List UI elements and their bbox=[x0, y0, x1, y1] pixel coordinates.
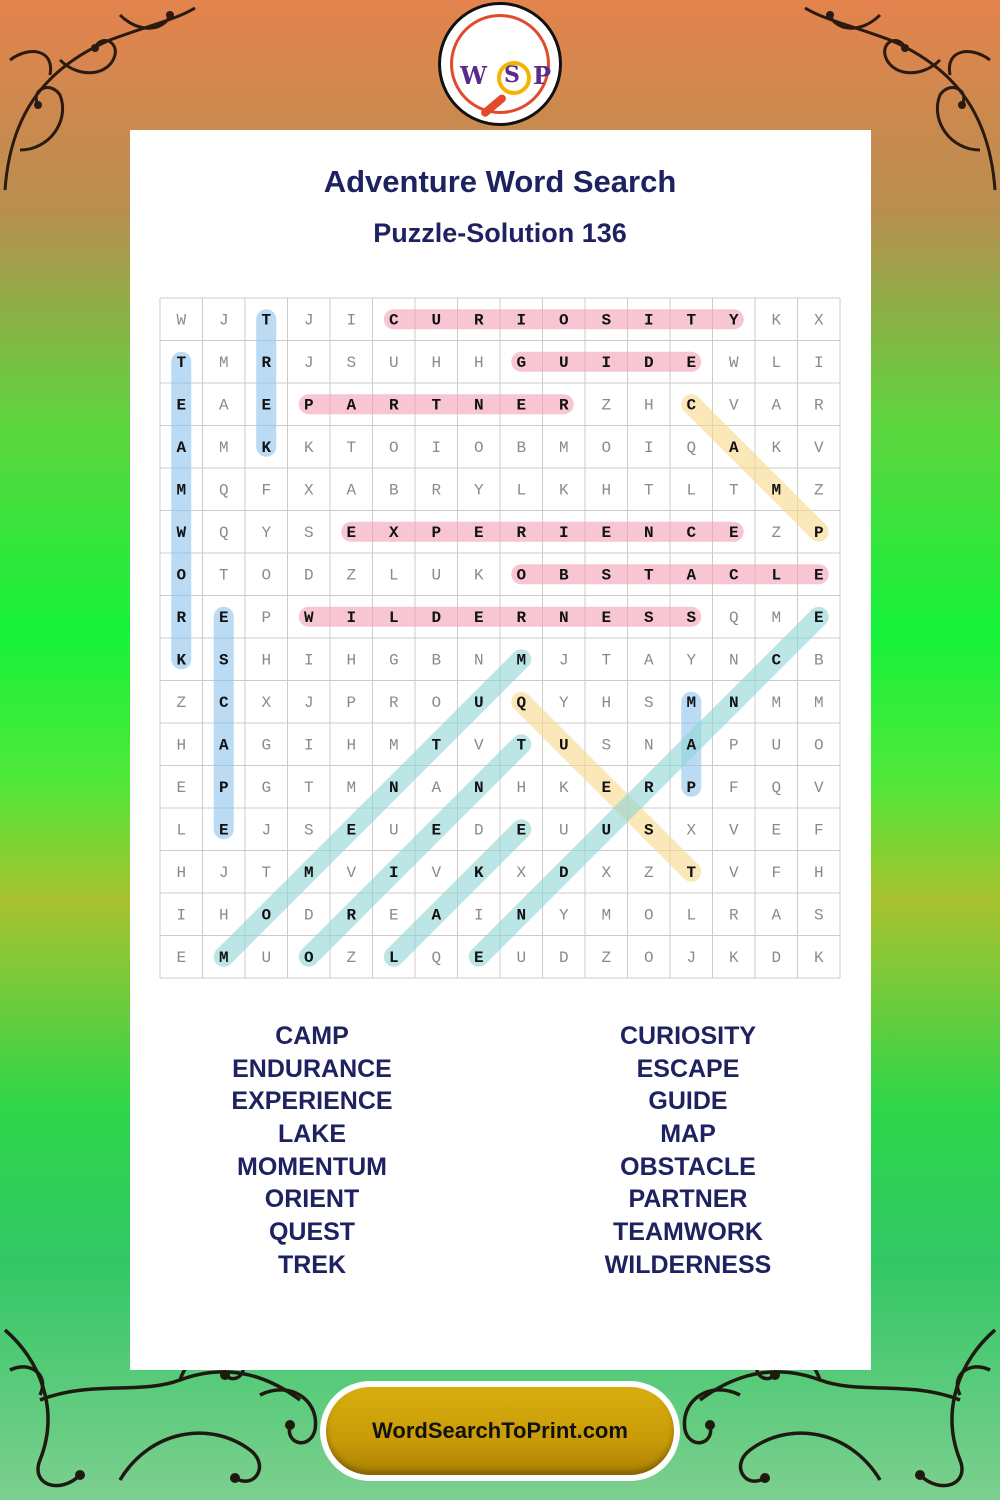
grid-cell-letter: Q bbox=[771, 778, 782, 797]
grid-cell-letter: M bbox=[601, 906, 612, 925]
grid-cell-letter: W bbox=[728, 353, 739, 372]
word-list-item: GUIDE bbox=[648, 1087, 728, 1116]
grid-cell-letter: A bbox=[728, 438, 739, 457]
grid-cell-letter: R bbox=[388, 693, 399, 712]
grid-cell-letter: Y bbox=[558, 693, 569, 712]
grid-cell-letter: G bbox=[261, 736, 272, 755]
grid-cell-letter: I bbox=[601, 353, 612, 372]
grid-cell-letter: H bbox=[643, 396, 654, 415]
grid-cell-letter: O bbox=[558, 311, 569, 330]
website-label[interactable]: WordSearchToPrint.com bbox=[326, 1387, 674, 1475]
grid-cell-letter: U bbox=[558, 353, 569, 372]
grid-cell-letter: E bbox=[473, 948, 484, 967]
logo-letter-s: S bbox=[504, 62, 520, 88]
grid-cell-letter: N bbox=[473, 396, 484, 415]
grid-cell-letter: X bbox=[303, 481, 314, 500]
grid-cell-letter: Y bbox=[686, 651, 697, 670]
grid-cell-letter: V bbox=[728, 396, 739, 415]
grid-cell-letter: A bbox=[346, 396, 357, 415]
grid-cell-letter: A bbox=[686, 736, 697, 755]
grid-cell-letter: U bbox=[431, 311, 442, 330]
grid-cell-letter: E bbox=[601, 608, 612, 627]
grid-cell-letter: O bbox=[431, 693, 442, 712]
grid-cell-letter: Z bbox=[601, 948, 612, 967]
grid-cell-letter: Z bbox=[346, 948, 357, 967]
word-list-item: LAKE bbox=[277, 1120, 347, 1149]
grid-cell-letter: Y bbox=[728, 311, 739, 330]
grid-cell-letter: B bbox=[813, 651, 824, 670]
grid-cell-letter: K bbox=[303, 438, 314, 457]
grid-cell-letter: T bbox=[176, 353, 187, 372]
grid-cell-letter: D bbox=[303, 566, 314, 585]
grid-cell-letter: K bbox=[558, 481, 569, 500]
grid-cell-letter: B bbox=[431, 651, 442, 670]
grid-cell-letter: S bbox=[643, 693, 654, 712]
grid-cell-letter: M bbox=[218, 353, 229, 372]
grid-cell-letter: Z bbox=[813, 481, 824, 500]
grid-cell-letter: H bbox=[431, 353, 442, 372]
grid-cell-letter: V bbox=[346, 863, 357, 882]
grid-cell-letter: I bbox=[813, 353, 824, 372]
grid-cell-letter: X bbox=[388, 523, 399, 542]
grid-cell-letter: I bbox=[558, 523, 569, 542]
grid-cell-letter: E bbox=[176, 948, 187, 967]
grid-cell-letter: K bbox=[728, 948, 739, 967]
grid-cell-letter: R bbox=[388, 396, 399, 415]
grid-cell-letter: K bbox=[176, 651, 187, 670]
grid-cell-letter: D bbox=[558, 863, 569, 882]
grid-cell-letter: P bbox=[813, 523, 824, 542]
grid-cell-letter: M bbox=[771, 608, 782, 627]
grid-cell-letter: E bbox=[176, 778, 187, 797]
grid-cell-letter: M bbox=[686, 693, 697, 712]
grid-cell-letter: S bbox=[218, 651, 229, 670]
grid-cell-letter: R bbox=[516, 523, 527, 542]
grid-cell-letter: L bbox=[388, 566, 399, 585]
word-list-item: MAP bbox=[660, 1120, 716, 1149]
grid-cell-letter: R bbox=[643, 778, 654, 797]
grid-cell-letter: Q bbox=[218, 481, 229, 500]
grid-cell-letter: A bbox=[431, 906, 442, 925]
grid-cell-letter: K bbox=[473, 566, 484, 585]
grid-cell-letter: O bbox=[388, 438, 399, 457]
grid-cell-letter: O bbox=[176, 566, 187, 585]
grid-cell-letter: Q bbox=[218, 523, 229, 542]
grid-cell-letter: R bbox=[813, 396, 824, 415]
grid-cell-letter: X bbox=[516, 863, 527, 882]
grid-cell-letter: I bbox=[303, 651, 314, 670]
word-list-right bbox=[538, 1020, 838, 1282]
grid-cell-letter: H bbox=[601, 693, 612, 712]
grid-cell-letter: M bbox=[218, 438, 229, 457]
word-list-item: TEAMWORK bbox=[613, 1218, 763, 1247]
grid-cell-letter: X bbox=[261, 693, 272, 712]
grid-cell-letter: C bbox=[728, 566, 739, 585]
grid-cell-letter: S bbox=[601, 566, 612, 585]
grid-cell-letter: E bbox=[771, 821, 782, 840]
grid-cell-letter: V bbox=[728, 863, 739, 882]
grid-cell-letter: S bbox=[643, 608, 654, 627]
grid-cell-letter: T bbox=[728, 481, 739, 500]
grid-cell-letter: T bbox=[261, 863, 272, 882]
grid-cell-letter: U bbox=[261, 948, 272, 967]
grid-cell-letter: T bbox=[261, 311, 272, 330]
grid-cell-letter: H bbox=[346, 736, 357, 755]
grid-cell-letter: M bbox=[388, 736, 399, 755]
grid-cell-letter: S bbox=[686, 608, 697, 627]
logo-letter-p: P bbox=[533, 61, 552, 90]
grid-cell-letter: E bbox=[686, 353, 697, 372]
grid-cell-letter: A bbox=[218, 396, 229, 415]
grid-cell-letter: A bbox=[218, 736, 229, 755]
grid-cell-letter: T bbox=[516, 736, 527, 755]
grid-cell-letter: R bbox=[728, 906, 739, 925]
grid-cell-letter: T bbox=[346, 438, 357, 457]
grid-cell-letter: T bbox=[431, 736, 442, 755]
grid-cell-letter: O bbox=[601, 438, 612, 457]
grid-cell-letter: A bbox=[643, 651, 654, 670]
grid-cell-letter: O bbox=[516, 566, 527, 585]
grid-cell-letter: Q bbox=[431, 948, 442, 967]
grid-cell-letter: C bbox=[388, 311, 399, 330]
grid-cell-letter: H bbox=[601, 481, 612, 500]
grid-cell-letter: R bbox=[261, 353, 272, 372]
grid-cell-letter: I bbox=[473, 906, 484, 925]
grid-cell-letter: I bbox=[431, 438, 442, 457]
grid-cell-letter: D bbox=[558, 948, 569, 967]
grid-cell-letter: V bbox=[813, 438, 824, 457]
grid-cell-letter: W bbox=[176, 311, 187, 330]
grid-cell-letter: H bbox=[516, 778, 527, 797]
grid-cell-letter: L bbox=[388, 948, 399, 967]
grid-cell-letter: Z bbox=[176, 693, 187, 712]
grid-cell-letter: T bbox=[218, 566, 229, 585]
grid-cell-letter: O bbox=[261, 906, 272, 925]
word-list-item: CAMP bbox=[275, 1022, 349, 1050]
grid-cell-letter: A bbox=[686, 566, 697, 585]
grid-cell-letter: P bbox=[431, 523, 442, 542]
grid-cell-letter: U bbox=[388, 821, 399, 840]
grid-cell-letter: E bbox=[261, 396, 272, 415]
grid-cell-letter: K bbox=[473, 863, 484, 882]
grid-cell-letter: X bbox=[813, 311, 824, 330]
grid-cell-letter: U bbox=[771, 736, 782, 755]
grid-cell-letter: L bbox=[771, 566, 782, 585]
grid-cell-letter: M bbox=[176, 481, 187, 500]
grid-cell-letter: E bbox=[601, 778, 612, 797]
grid-cell-letter: B bbox=[558, 566, 569, 585]
grid-cell-letter: L bbox=[516, 481, 527, 500]
grid-cell-letter: K bbox=[771, 438, 782, 457]
grid-cell-letter: E bbox=[346, 523, 357, 542]
grid-cell-letter: I bbox=[346, 608, 357, 627]
grid-cell-letter: H bbox=[176, 863, 187, 882]
word-list-item: OBSTACLE bbox=[620, 1152, 756, 1181]
grid-cell-letter: U bbox=[601, 821, 612, 840]
grid-cell-letter: W bbox=[303, 608, 314, 627]
grid-cell-letter: L bbox=[686, 906, 697, 925]
grid-cell-letter: O bbox=[261, 566, 272, 585]
grid-cell-letter: C bbox=[771, 651, 782, 670]
grid-cell-letter: Q bbox=[516, 693, 527, 712]
grid-cell-letter: D bbox=[643, 353, 654, 372]
website-button[interactable] bbox=[320, 1381, 680, 1481]
grid-cell-letter: L bbox=[686, 481, 697, 500]
grid-cell-letter: I bbox=[388, 863, 399, 882]
grid-cell-letter: P bbox=[261, 608, 272, 627]
grid-cell-letter: M bbox=[771, 693, 782, 712]
grid-cell-letter: U bbox=[473, 693, 484, 712]
grid-cell-letter: P bbox=[728, 736, 739, 755]
grid-cell-letter: C bbox=[686, 523, 697, 542]
grid-cell-letter: S bbox=[303, 821, 314, 840]
grid-cell-letter: R bbox=[516, 608, 527, 627]
grid-cell-letter: H bbox=[176, 736, 187, 755]
grid-cell-letter: O bbox=[813, 736, 824, 755]
grid-cell-letter: F bbox=[771, 863, 782, 882]
grid-cell-letter: D bbox=[303, 906, 314, 925]
grid-cell-letter: L bbox=[176, 821, 187, 840]
grid-cell-letter: J bbox=[303, 353, 314, 372]
grid-cell-letter: J bbox=[303, 693, 314, 712]
word-list-item: EXPERIENCE bbox=[231, 1087, 393, 1116]
word-list-item: TREK bbox=[277, 1250, 347, 1279]
grid-cell-letter: T bbox=[643, 566, 654, 585]
grid-cell-letter: R bbox=[558, 396, 569, 415]
grid-cell-letter: M bbox=[218, 948, 229, 967]
grid-cell-letter: U bbox=[431, 566, 442, 585]
grid-cell-letter: X bbox=[686, 821, 697, 840]
grid-cell-letter: C bbox=[686, 396, 697, 415]
grid-cell-letter: Y bbox=[558, 906, 569, 925]
grid-cell-letter: J bbox=[686, 948, 697, 967]
grid-cell-letter: G bbox=[261, 778, 272, 797]
grid-cell-letter: W bbox=[176, 523, 187, 542]
grid-cell-letter: I bbox=[643, 311, 654, 330]
grid-cell-letter: T bbox=[643, 481, 654, 500]
grid-cell-letter: H bbox=[261, 651, 272, 670]
grid-cell-letter: M bbox=[346, 778, 357, 797]
grid-cell-letter: D bbox=[473, 821, 484, 840]
grid-cell-letter: D bbox=[771, 948, 782, 967]
grid-cell-letter: T bbox=[686, 311, 697, 330]
grid-cell-letter: I bbox=[643, 438, 654, 457]
grid-cell-letter: Z bbox=[346, 566, 357, 585]
grid-cell-letter: P bbox=[303, 396, 314, 415]
grid-cell-letter: M bbox=[516, 651, 527, 670]
grid-cell-letter: E bbox=[601, 523, 612, 542]
grid-cell-letter: X bbox=[601, 863, 612, 882]
grid-cell-letter: E bbox=[431, 821, 442, 840]
grid-cell-letter: N bbox=[728, 693, 739, 712]
grid-cell-letter: S bbox=[346, 353, 357, 372]
grid-cell-letter: U bbox=[516, 948, 527, 967]
grid-cell-letter: J bbox=[303, 311, 314, 330]
grid-cell-letter: N bbox=[516, 906, 527, 925]
grid-cell-letter: G bbox=[388, 651, 399, 670]
grid-cell-letter: N bbox=[473, 651, 484, 670]
grid-cell-letter: E bbox=[218, 608, 229, 627]
logo-letter-w: W bbox=[460, 61, 487, 90]
grid-cell-letter: Z bbox=[601, 396, 612, 415]
grid-cell-letter: U bbox=[388, 353, 399, 372]
grid-cell-letter: I bbox=[346, 311, 357, 330]
word-list-item: WILDERNESS bbox=[604, 1250, 772, 1279]
grid-cell-letter: A bbox=[771, 396, 782, 415]
grid-cell-letter: P bbox=[218, 778, 229, 797]
grid-cell-letter: K bbox=[813, 948, 824, 967]
grid-cell-letter: M bbox=[558, 438, 569, 457]
grid-cell-letter: E bbox=[813, 608, 824, 627]
grid-cell-letter: Q bbox=[686, 438, 697, 457]
grid-cell-letter: E bbox=[176, 396, 187, 415]
grid-cell-letter: J bbox=[558, 651, 569, 670]
grid-cell-letter: Y bbox=[473, 481, 484, 500]
grid-cell-letter: I bbox=[176, 906, 187, 925]
grid-cell-letter: E bbox=[516, 821, 527, 840]
word-list-item: MOMENTUM bbox=[237, 1152, 387, 1181]
grid-cell-letter: Z bbox=[643, 863, 654, 882]
grid-cell-letter: N bbox=[643, 736, 654, 755]
grid-cell-letter: B bbox=[388, 481, 399, 500]
grid-cell-letter: N bbox=[558, 608, 569, 627]
grid-cell-letter: G bbox=[516, 353, 527, 372]
grid-cell-letter: E bbox=[813, 566, 824, 585]
grid-cell-letter: E bbox=[218, 821, 229, 840]
word-list-item: QUEST bbox=[268, 1218, 356, 1247]
grid-cell-letter: Z bbox=[771, 523, 782, 542]
word-list-item: ESCAPE bbox=[636, 1054, 740, 1083]
grid-cell-letter: L bbox=[771, 353, 782, 372]
grid-cell-letter: M bbox=[303, 863, 314, 882]
grid-cell-letter: N bbox=[643, 523, 654, 542]
grid-cell-letter: M bbox=[813, 693, 824, 712]
grid-cell-letter: L bbox=[388, 608, 399, 627]
grid-cell-letter: K bbox=[261, 438, 272, 457]
grid-cell-letter: J bbox=[218, 863, 229, 882]
grid-cell-letter: O bbox=[303, 948, 314, 967]
grid-cell-letter: Y bbox=[261, 523, 272, 542]
page-title: Adventure Word Search bbox=[323, 164, 677, 199]
word-list-item: CURIOSITY bbox=[619, 1022, 757, 1050]
grid-cell-letter: R bbox=[431, 481, 442, 500]
grid-cell-letter: M bbox=[771, 481, 782, 500]
grid-cell-letter: H bbox=[346, 651, 357, 670]
grid-cell-letter: J bbox=[261, 821, 272, 840]
grid-cell-letter: N bbox=[388, 778, 399, 797]
grid-cell-letter: F bbox=[813, 821, 824, 840]
grid-cell-letter: R bbox=[473, 311, 484, 330]
grid-cell-letter: P bbox=[346, 693, 357, 712]
grid-cell-letter: S bbox=[643, 821, 654, 840]
grid-cell-letter: H bbox=[218, 906, 229, 925]
grid-cell-letter: D bbox=[431, 608, 442, 627]
grid-cell-letter: E bbox=[473, 523, 484, 542]
grid-cell-letter: V bbox=[431, 863, 442, 882]
word-list-item: ORIENT bbox=[264, 1185, 360, 1214]
grid-cell-letter: E bbox=[346, 821, 357, 840]
grid-cell-letter: S bbox=[303, 523, 314, 542]
grid-cell-letter: N bbox=[728, 651, 739, 670]
grid-cell-letter: R bbox=[346, 906, 357, 925]
grid-cell-letter: O bbox=[473, 438, 484, 457]
grid-cell-letter: C bbox=[218, 693, 229, 712]
grid-cell-letter: F bbox=[261, 481, 272, 500]
grid-cell-letter: T bbox=[601, 651, 612, 670]
grid-cell-letter: S bbox=[601, 736, 612, 755]
grid-cell-letter: O bbox=[643, 906, 654, 925]
grid-cell-letter: T bbox=[686, 863, 697, 882]
grid-cell-letter: K bbox=[558, 778, 569, 797]
grid-cell-letter: A bbox=[431, 778, 442, 797]
grid-cell-letter: R bbox=[176, 608, 187, 627]
grid-cell-letter: V bbox=[813, 778, 824, 797]
grid-cell-letter: O bbox=[643, 948, 654, 967]
grid-cell-letter: N bbox=[473, 778, 484, 797]
grid-cell-letter: U bbox=[558, 736, 569, 755]
grid-cell-letter: H bbox=[813, 863, 824, 882]
grid-cell-letter: A bbox=[771, 906, 782, 925]
grid-cell-letter: B bbox=[516, 438, 527, 457]
word-list-item: PARTNER bbox=[628, 1185, 748, 1214]
grid-cell-letter: F bbox=[728, 778, 739, 797]
word-list-left bbox=[162, 1020, 462, 1282]
grid-cell-letter: I bbox=[516, 311, 527, 330]
grid-cell-letter: H bbox=[473, 353, 484, 372]
grid-cell-letter: T bbox=[431, 396, 442, 415]
word-list-item: ENDURANCE bbox=[232, 1054, 392, 1083]
grid-cell-letter: V bbox=[473, 736, 484, 755]
grid-cell-letter: E bbox=[473, 608, 484, 627]
grid-cell-letter: V bbox=[728, 821, 739, 840]
grid-cell-letter: J bbox=[218, 311, 229, 330]
page-subtitle: Puzzle-Solution 136 bbox=[373, 218, 627, 248]
grid-cell-letter: E bbox=[516, 396, 527, 415]
grid-cell-letter: Q bbox=[728, 608, 739, 627]
grid-cell-letter: S bbox=[813, 906, 824, 925]
grid-cell-letter: P bbox=[686, 778, 697, 797]
grid-cell-letter: U bbox=[558, 821, 569, 840]
grid-cell-letter: E bbox=[728, 523, 739, 542]
grid-cell-letter: E bbox=[388, 906, 399, 925]
grid-cell-letter: T bbox=[303, 778, 314, 797]
grid-cell-letter: S bbox=[601, 311, 612, 330]
grid-cell-letter: A bbox=[176, 438, 187, 457]
grid-cell-letter: I bbox=[303, 736, 314, 755]
grid-cell-letter: A bbox=[346, 481, 357, 500]
grid-cell-letter: K bbox=[771, 311, 782, 330]
